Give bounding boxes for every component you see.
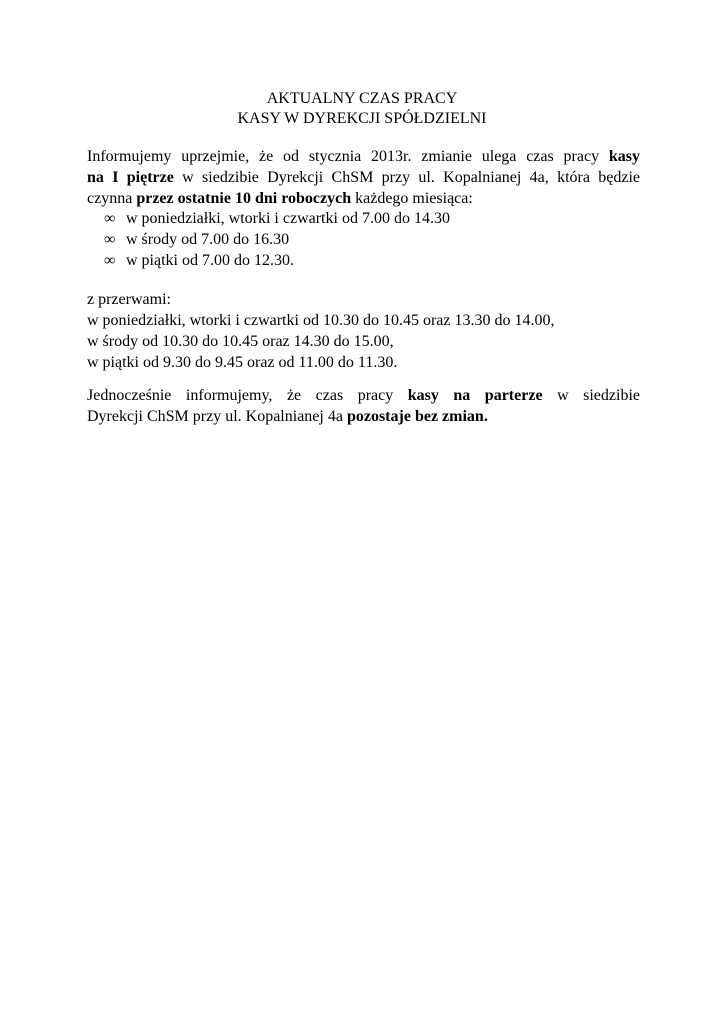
schedule-item-text: w środy od 7.00 do 16.30 [126,231,290,248]
intro-line-3-text-b: każdego miesiąca: [355,190,473,207]
intro-line-2-bold: na I piętrze [87,169,174,186]
breaks-line: w środy od 10.30 do 10.45 oraz 14.30 do 15.00, [87,333,394,350]
closing-line-1-bold: kasy na parterze [407,387,543,404]
closing-line-1-text-a: Jednocześnie informujemy, że czas pracy [87,387,394,404]
intro-line-1 [87,146,640,167]
document-title-line-1: AKTUALNY CZAS PRACY [266,90,458,107]
breaks-line: w poniedziałki, wtorki i czwartki od 10.30 do 10.45 oraz 13.30 do 14.00, [87,312,555,329]
closing-line-1-text-b: w siedzibie [557,387,640,404]
intro-line-3-text-a: czynna [87,190,133,207]
closing-line-1 [87,385,640,406]
schedule-item [104,229,450,250]
intro-line-3 [87,188,640,209]
infinity-bullet-icon: ∞ [104,210,116,227]
schedule-item-text: w poniedziałki, wtorki i czwartki od 7.00 do 14.30 [126,210,450,227]
closing-line-2-bold: pozostaje bez zmian. [346,408,488,425]
intro-line-2 [87,167,640,188]
intro-line-3-bold: przez ostatnie 10 dni roboczych [136,190,352,207]
infinity-bullet-icon: ∞ [104,231,116,248]
schedule-list [104,208,450,271]
schedule-item [104,250,450,271]
infinity-bullet-icon: ∞ [104,252,116,269]
schedule-item-text: w piątki od 7.00 do 12.30. [126,252,294,269]
breaks-line: w piątki od 9.30 do 9.45 oraz od 11.00 do 11.30. [87,354,398,371]
closing-line-2-text: Dyrekcji ChSM przy ul. Kopalnianej 4a [87,408,343,425]
document-title-line-2: KASY W DYREKCJI SPÓŁDZIELNI [237,110,487,127]
intro-line-2-text: w siedzibie Dyrekcji ChSM przy ul. Kopalnianej 4a, która będzie [182,169,640,186]
breaks-section [87,289,640,373]
intro-paragraph [87,146,640,209]
intro-line-1-text: Informujemy uprzejmie, że od stycznia 2013r. zmianie ulega czas pracy [87,148,600,165]
schedule-item [104,208,450,229]
breaks-heading: z przerwami: [87,291,171,308]
intro-line-1-bold: kasy [608,148,640,165]
closing-paragraph [87,385,640,427]
closing-line-2 [87,406,640,427]
